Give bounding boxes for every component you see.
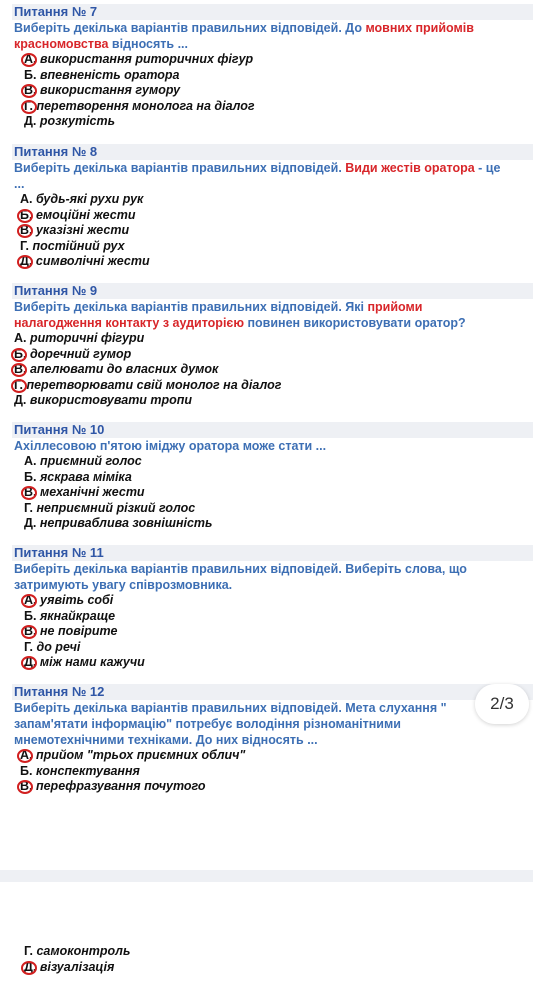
page-indicator: 2/3 [475,684,529,724]
question-9 [14,283,533,409]
option-text: доречний гумор [26,346,132,361]
selected-answer-circle-mark [17,255,33,269]
option-letter: А. [14,331,27,345]
option-text: якнайкраще [36,608,116,623]
option-letter: Г. [24,639,33,654]
question-8 [14,144,533,270]
question-text: ... [14,177,25,191]
answer-option [14,593,533,609]
option-letter: Д. [24,516,37,530]
answer-option [14,254,533,270]
selected-answer-circle-mark [21,100,37,114]
highlighted-term: налагодження контакту з аудиторією [14,316,244,330]
question-text-line [14,732,533,748]
answer-option [14,485,533,501]
option-text: між нами кажучи [36,655,145,669]
question-text: Виберіть декілька варіантів правильних відповідей. Мета слухання " [14,701,447,715]
question-text-line [14,561,533,577]
option-text: риторичні фігури [26,331,145,345]
question-7 [14,4,533,130]
selected-answer-circle-mark [17,749,33,763]
option-text: приємний голос [36,454,142,468]
answer-option [14,655,533,671]
option-text: використання риторичних фігур [36,52,254,66]
option-text: указізні жести [32,223,130,237]
selected-answer-circle-mark [17,209,33,223]
option-letter: Б. [20,207,33,222]
answer-option [14,960,533,976]
option-text: до речі [33,639,81,654]
question-12 [14,684,533,795]
option-text: розкутість [36,114,116,128]
answer-option [14,239,533,255]
answer-option [14,52,533,68]
page-break [0,870,533,882]
option-letter: Д. [24,959,37,974]
selected-answer-circle-mark [21,84,37,98]
option-letter: В. [24,485,37,499]
answer-options [14,52,533,130]
selected-answer-circle-mark [11,363,27,377]
answer-option [14,470,533,486]
option-letter: А. [20,192,33,206]
option-text: механічні жести [36,485,145,499]
answer-option [14,609,533,625]
question-text-line [14,299,533,315]
option-letter: В. [20,223,33,237]
option-text: неприємний різкий голос [33,500,196,515]
answer-option [14,944,533,960]
selected-answer-circle-mark [21,594,37,608]
option-text: перефразування почутого [32,779,206,793]
question-text: Виберіть декілька варіантів правильних відповідей. Які [14,300,368,314]
selected-answer-circle-mark [21,625,37,639]
question-text: Виберіть декілька варіантів правильних відповідей. Виберіть слова, що [14,562,467,576]
answer-options [14,748,533,795]
answer-option [14,624,533,640]
option-letter: В. [20,779,33,793]
question-text: відносять ... [108,37,188,51]
answer-options [14,593,533,671]
answer-option [14,501,533,517]
option-text: символічні жести [32,254,150,268]
selected-answer-circle-mark [17,224,33,238]
option-letter: Б. [24,608,37,623]
option-letter: Д. [20,254,33,268]
option-letter: А. [24,454,37,468]
highlighted-term: прийоми [367,300,423,314]
highlighted-term: Види жестів оратора [345,161,475,175]
option-text: самоконтроль [33,944,131,958]
answer-option [14,83,533,99]
option-text: апелювати до власних думок [26,362,219,376]
answer-option [14,192,533,208]
answer-option [14,223,533,239]
option-letter: Д. [24,655,37,669]
question-title: Питання № 12 [12,684,533,700]
question-text: запам'ятати інформацію" потребує володіння різноманітними [14,717,401,731]
option-letter: А. [24,593,37,607]
question-text-line [14,176,533,192]
option-text: прийом "трьох приємних облич" [32,748,246,762]
question-text-line [14,716,533,732]
question-text-line [14,700,533,716]
option-text: постійний рух [29,238,125,253]
question-text: затримують увагу співрозмовника. [14,578,233,592]
option-letter: А. [20,748,33,762]
option-text: перетворювати свій монолог на діалог [23,377,282,392]
question-text: повинен використовувати оратор? [244,316,466,330]
question-title: Питання № 10 [12,422,533,438]
answer-option [14,764,533,780]
option-letter: Г. [14,377,23,392]
option-letter: Д. [14,393,27,407]
question-text: Ахіллесовою п'ятою іміджу оратора може стати ... [14,439,327,453]
selected-answer-circle-mark [21,486,37,500]
option-letter: Г. [20,238,29,253]
selected-answer-circle-mark [11,379,27,393]
question-10 [14,422,533,532]
option-letter: Б. [20,763,33,778]
question-12-continued [14,944,533,975]
answer-option [14,640,533,656]
option-text: не повірите [36,624,118,638]
answer-option [14,99,533,115]
answer-option [14,114,533,130]
option-letter: Г. [24,944,33,958]
question-text-line [14,577,533,593]
option-letter: В. [24,624,37,638]
answer-options [14,192,533,270]
option-text: використання гумору [36,83,181,97]
question-text-line [14,160,533,176]
option-letter: В. [24,83,37,97]
option-text: неприваблива зовнішність [36,516,213,530]
question-text: Виберіть декілька варіантів правильних відповідей. До [14,21,366,35]
question-title: Питання № 8 [12,144,533,160]
question-title: Питання № 7 [12,4,533,20]
option-text: використовувати тропи [26,393,193,407]
answer-options [14,331,533,409]
answer-option [14,393,533,409]
option-text: будь-які рухи рук [32,192,144,206]
answer-option [14,779,533,795]
option-text: уявіть собі [36,593,114,607]
option-text: впевненість оратора [36,67,180,82]
highlighted-term: мовних прийомів [365,21,474,35]
question-text-line [14,36,533,52]
option-text: перетворення монолога на діалог [33,98,255,113]
question-11 [14,545,533,671]
answer-option [14,378,533,394]
selected-answer-circle-mark [17,780,33,794]
option-text: емоційні жести [32,207,136,222]
selected-answer-circle-mark [21,961,37,975]
answer-option [14,516,533,532]
option-letter: Б. [24,67,37,82]
answer-option [14,68,533,84]
option-letter: Б. [14,346,27,361]
answer-option [14,454,533,470]
selected-answer-circle-mark [11,348,27,362]
answer-options [14,454,533,532]
option-letter: А. [24,52,37,66]
option-letter: Б. [24,469,37,484]
question-text-line [14,438,533,454]
question-text-line [14,315,533,331]
question-text: мнемотехнічними техніками. До них відносять ... [14,733,318,747]
option-text: конспектування [32,763,140,778]
highlighted-term: красномовства [14,37,109,51]
option-letter: В. [14,362,27,376]
option-letter: Д. [24,114,37,128]
answer-option [14,362,533,378]
question-text: Виберіть декілька варіантів правильних відповідей. [14,161,346,175]
answer-option [14,331,533,347]
question-title: Питання № 9 [12,283,533,299]
question-title: Питання № 11 [12,545,533,561]
selected-answer-circle-mark [21,656,37,670]
answer-option [14,748,533,764]
option-text: візуалізація [36,959,115,974]
answer-option [14,347,533,363]
option-letter: Г. [24,500,33,515]
option-letter: Г. [24,98,33,113]
question-text: - це [474,161,501,175]
selected-answer-circle-mark [21,53,37,67]
question-text-line [14,20,533,36]
option-text: яскрава міміка [36,469,132,484]
answer-option [14,208,533,224]
